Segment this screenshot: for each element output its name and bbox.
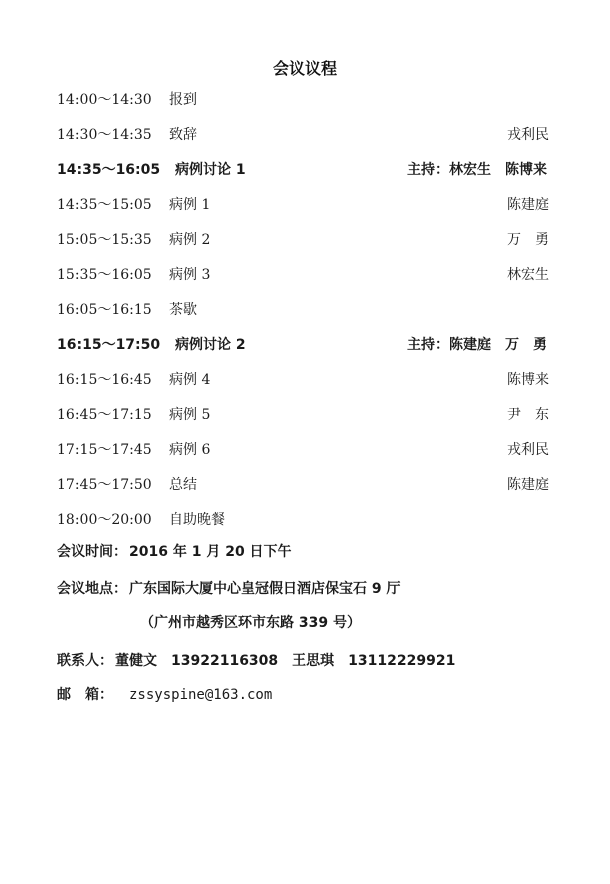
email-line	[57, 684, 272, 706]
meeting-time	[57, 541, 292, 563]
agenda-item: 自助晚餐	[169, 512, 225, 528]
agenda-time: 16:15～17:50	[57, 337, 161, 353]
agenda-item: 病例 2	[169, 232, 211, 248]
agenda-speaker: 尹 东	[507, 407, 549, 423]
agenda-item: 病例 1	[169, 197, 211, 213]
agenda-speaker: 林宏生	[507, 267, 549, 283]
agenda-row	[57, 369, 557, 391]
agenda-speaker: 陈建庭	[507, 477, 549, 493]
agenda-host: 主持：林宏生 陈博来	[407, 162, 547, 178]
email-label: 邮 箱：	[57, 687, 113, 703]
agenda-time: 16:45～17:15	[57, 407, 152, 423]
agenda-item: 病例讨论 2	[175, 337, 246, 353]
meeting-address: （广州市越秀区环市东路 339 号）	[140, 615, 361, 631]
agenda-section-row	[57, 334, 557, 356]
agenda-row	[57, 404, 557, 426]
agenda-row	[57, 509, 557, 531]
agenda-section-row	[57, 159, 557, 181]
agenda-item: 病例 4	[169, 372, 211, 388]
agenda-time: 15:35～16:05	[57, 267, 152, 283]
agenda-time: 14:00～14:30	[57, 92, 152, 108]
agenda-time: 16:05～16:15	[57, 302, 152, 318]
agenda-row	[57, 299, 557, 321]
meeting-time-value: 2016 年 1 月 20 日下午	[129, 544, 292, 560]
agenda-time: 18:00～20:00	[57, 512, 152, 528]
agenda-item: 病例讨论 1	[175, 162, 246, 178]
meeting-place	[57, 578, 401, 600]
contact-line	[57, 650, 455, 672]
agenda-item: 致辞	[169, 127, 197, 143]
meeting-place-label: 会议地点：	[57, 581, 127, 597]
agenda-time: 14:30～14:35	[57, 127, 152, 143]
agenda-item: 病例 3	[169, 267, 211, 283]
agenda-row	[57, 474, 557, 496]
agenda-time: 17:15～17:45	[57, 442, 152, 458]
agenda-time: 14:35～16:05	[57, 162, 161, 178]
agenda-item: 报到	[169, 92, 197, 108]
agenda-row	[57, 439, 557, 461]
agenda-speaker: 陈建庭	[507, 197, 549, 213]
agenda-row	[57, 194, 557, 216]
meeting-place-value: 广东国际大厦中心皇冠假日酒店保宝石 9 厅	[129, 581, 401, 597]
agenda-time: 16:15～16:45	[57, 372, 152, 388]
agenda-item: 病例 5	[169, 407, 211, 423]
email-value: zssyspine@163.com	[129, 687, 273, 703]
contact-label: 联系人：	[57, 653, 113, 669]
agenda-time: 14:35～15:05	[57, 197, 152, 213]
agenda-time: 17:45～17:50	[57, 477, 152, 493]
agenda-speaker: 戎利民	[507, 127, 549, 143]
agenda-item: 茶歇	[169, 302, 197, 318]
meeting-time-label: 会议时间：	[57, 544, 127, 560]
agenda-row	[57, 89, 557, 111]
agenda-speaker: 陈博来	[507, 372, 549, 388]
agenda-row	[57, 229, 557, 251]
contact-value: 董健文 13922116308 王思琪 13112229921	[115, 653, 456, 669]
agenda-row	[57, 124, 557, 146]
agenda-speaker: 戎利民	[507, 442, 549, 458]
agenda-item: 总结	[169, 477, 197, 493]
agenda-time: 15:05～15:35	[57, 232, 152, 248]
agenda-host: 主持：陈建庭 万 勇	[407, 337, 547, 353]
page-title: 会议议程	[272, 59, 337, 78]
agenda-item: 病例 6	[169, 442, 211, 458]
agenda-row	[57, 264, 557, 286]
agenda-speaker: 万 勇	[507, 232, 549, 248]
